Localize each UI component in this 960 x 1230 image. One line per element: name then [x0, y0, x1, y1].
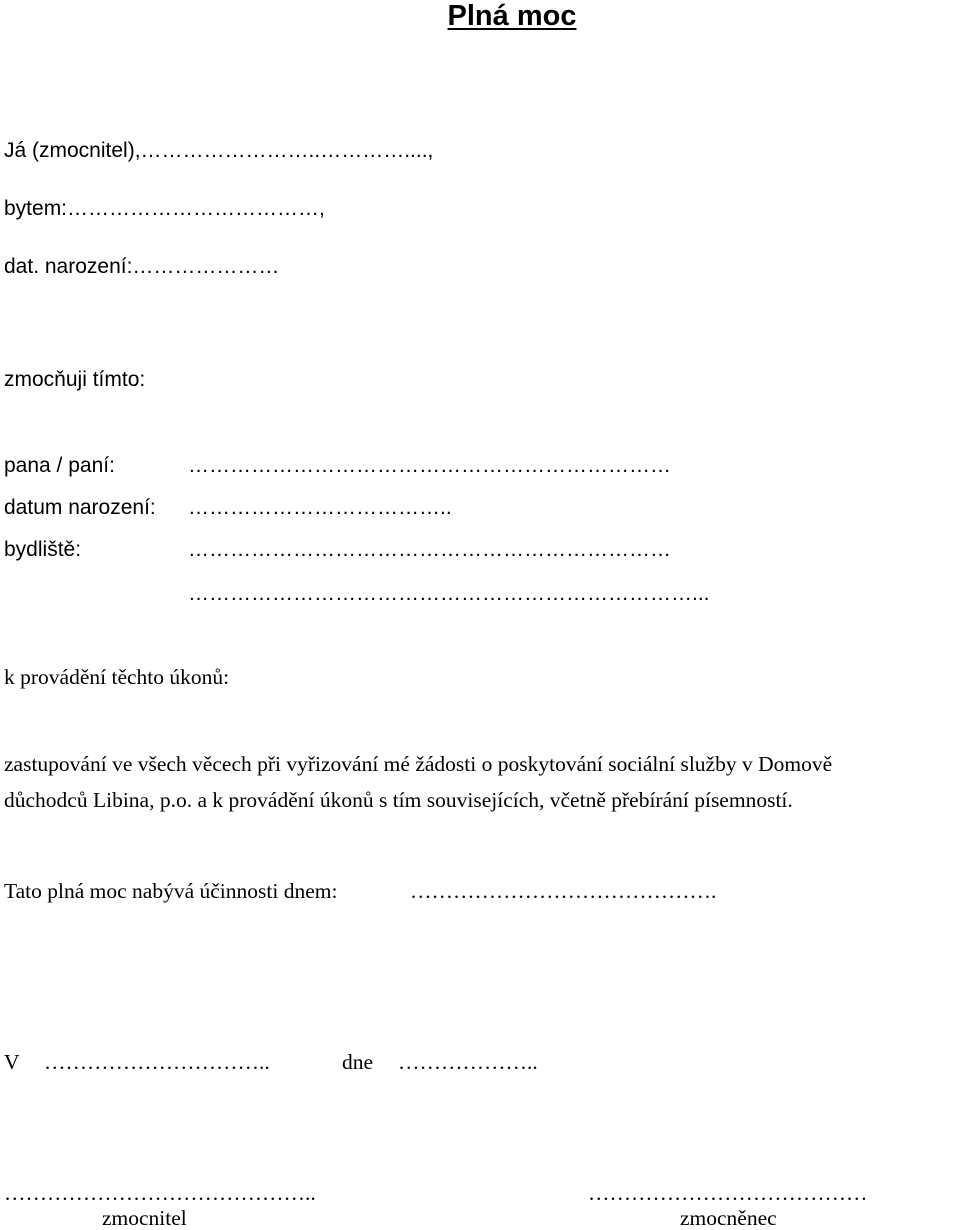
- agent-signature-line: …………………………………: [588, 1181, 868, 1205]
- principal-name-line: Já (zmocnitel),……………………..…………....,: [4, 139, 434, 162]
- agent-birth-label: datum narození:: [4, 496, 156, 519]
- place-label: V: [4, 1050, 20, 1074]
- authorize-intro: zmocňuji tímto:: [4, 368, 146, 391]
- principal-birth-line: dat. narození:…………………: [4, 255, 280, 278]
- effective-date-label: Tato plná moc nabývá účinnosti dnem:: [4, 879, 338, 903]
- effective-date-value: …………………………………….: [410, 879, 717, 903]
- agent-name-value: ……………………………………………………………: [188, 454, 671, 477]
- agent-residence-value-continued: ………………………………………………………………...: [188, 582, 710, 605]
- principal-signature-label: zmocnitel: [102, 1206, 187, 1230]
- date-label: dne: [342, 1050, 374, 1074]
- place-value: …………………………..: [44, 1050, 270, 1074]
- agent-signature-label: zmocněnec: [680, 1206, 777, 1230]
- principal-address-line: bytem:………………………………,: [4, 197, 325, 220]
- date-value: ………………..: [398, 1050, 538, 1074]
- document-title: Plná moc: [447, 0, 577, 32]
- agent-birth-value: ………………………………..: [188, 496, 452, 519]
- acts-heading: k provádění těchto úkonů:: [4, 665, 230, 689]
- agent-residence-value: ……………………………………………………………: [188, 538, 671, 561]
- acts-text-line-1: zastupování ve všech věcech při vyřizování mé žádosti o poskytování sociální služby v Domově: [4, 752, 833, 776]
- agent-name-label: pana / paní:: [4, 454, 115, 477]
- principal-signature-line: ……………………………………..: [4, 1181, 316, 1205]
- acts-text-line-2: důchodců Libina, p.o. a k provádění úkonů s tím souvisejících, včetně přebírání písemností.: [4, 788, 793, 812]
- agent-residence-label: bydliště:: [4, 538, 82, 561]
